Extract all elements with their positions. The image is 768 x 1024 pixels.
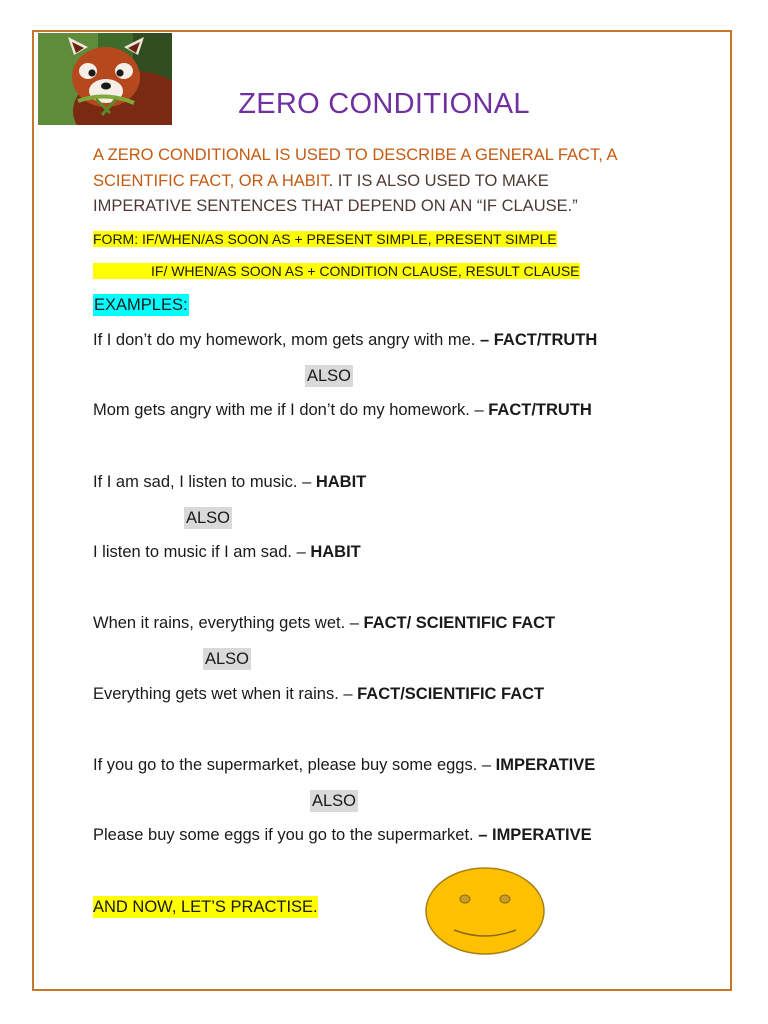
form-rule-1 (93, 230, 557, 249)
also-label-2: ALSO (186, 509, 231, 527)
example-3-tag: FACT/ SCIENTIFIC FACT (363, 614, 556, 632)
intro-line-2b: . IT IS ALSO USED TO MAKE (328, 171, 549, 190)
also-label-3: ALSO (205, 650, 250, 668)
intro-line-3: IMPERATIVE SENTENCES THAT DEPEND ON AN “IF CLAUSE.” (93, 197, 578, 215)
example-4-reversed: Please buy some eggs if you go to the supermarket. – IMPERATIVE (93, 826, 592, 844)
example-4-tag: IMPERATIVE (495, 756, 596, 774)
example-3-reversed: Everything gets wet when it rains. – FACT/SCIENTIFIC FACT (93, 685, 545, 703)
form-rule-2-text: IF/ WHEN/AS SOON AS + CONDITION CLAUSE, RESULT CLAUSE (151, 263, 580, 279)
intro-line-2a: SCIENTIFIC FACT, OR A HABIT (93, 171, 329, 190)
intro-paragraph (93, 143, 653, 220)
example-2-reversed: I listen to music if I am sad. – HABIT (93, 543, 361, 561)
example-3-sentence: When it rains, everything gets wet. – FACT/ SCIENTIFIC FACT (93, 614, 556, 632)
examples-label: EXAMPLES: (94, 296, 188, 314)
smiley-face-icon (424, 866, 546, 956)
example-4-sentence: If you go to the supermarket, please buy some eggs. – IMPERATIVE (93, 756, 596, 774)
example-1-reversed: Mom gets angry with me if I don’t do my homework. – FACT/TRUTH (93, 401, 592, 419)
also-label-4: ALSO (312, 792, 357, 810)
form-rule-2 (93, 262, 580, 281)
example-3-reversed-tag: FACT/SCIENTIFIC FACT (357, 685, 545, 703)
example-2-tag: HABIT (315, 473, 367, 491)
example-2-reversed-tag: HABIT (310, 543, 361, 561)
example-2-sentence: If I am sad, I listen to music. – HABIT (93, 473, 367, 491)
example-1-sentence: If I don’t do my homework, mom gets angry with me. – FACT/TRUTH (93, 331, 598, 349)
example-1-tag: – FACT/TRUTH (479, 331, 598, 349)
form-rule-1-text: FORM: IF/WHEN/AS SOON AS + PRESENT SIMPLE, PRESENT SIMPLE (93, 231, 557, 247)
also-label-1: ALSO (307, 367, 352, 385)
page-title: ZERO CONDITIONAL (238, 88, 530, 120)
intro-line-1: A ZERO CONDITIONAL IS USED TO DESCRIBE A GENERAL FACT, A (93, 146, 618, 164)
practise-prompt: AND NOW, LET’S PRACTISE. (93, 898, 318, 916)
example-1-reversed-tag: FACT/TRUTH (488, 401, 592, 419)
example-4-reversed-tag: – IMPERATIVE (478, 826, 592, 844)
